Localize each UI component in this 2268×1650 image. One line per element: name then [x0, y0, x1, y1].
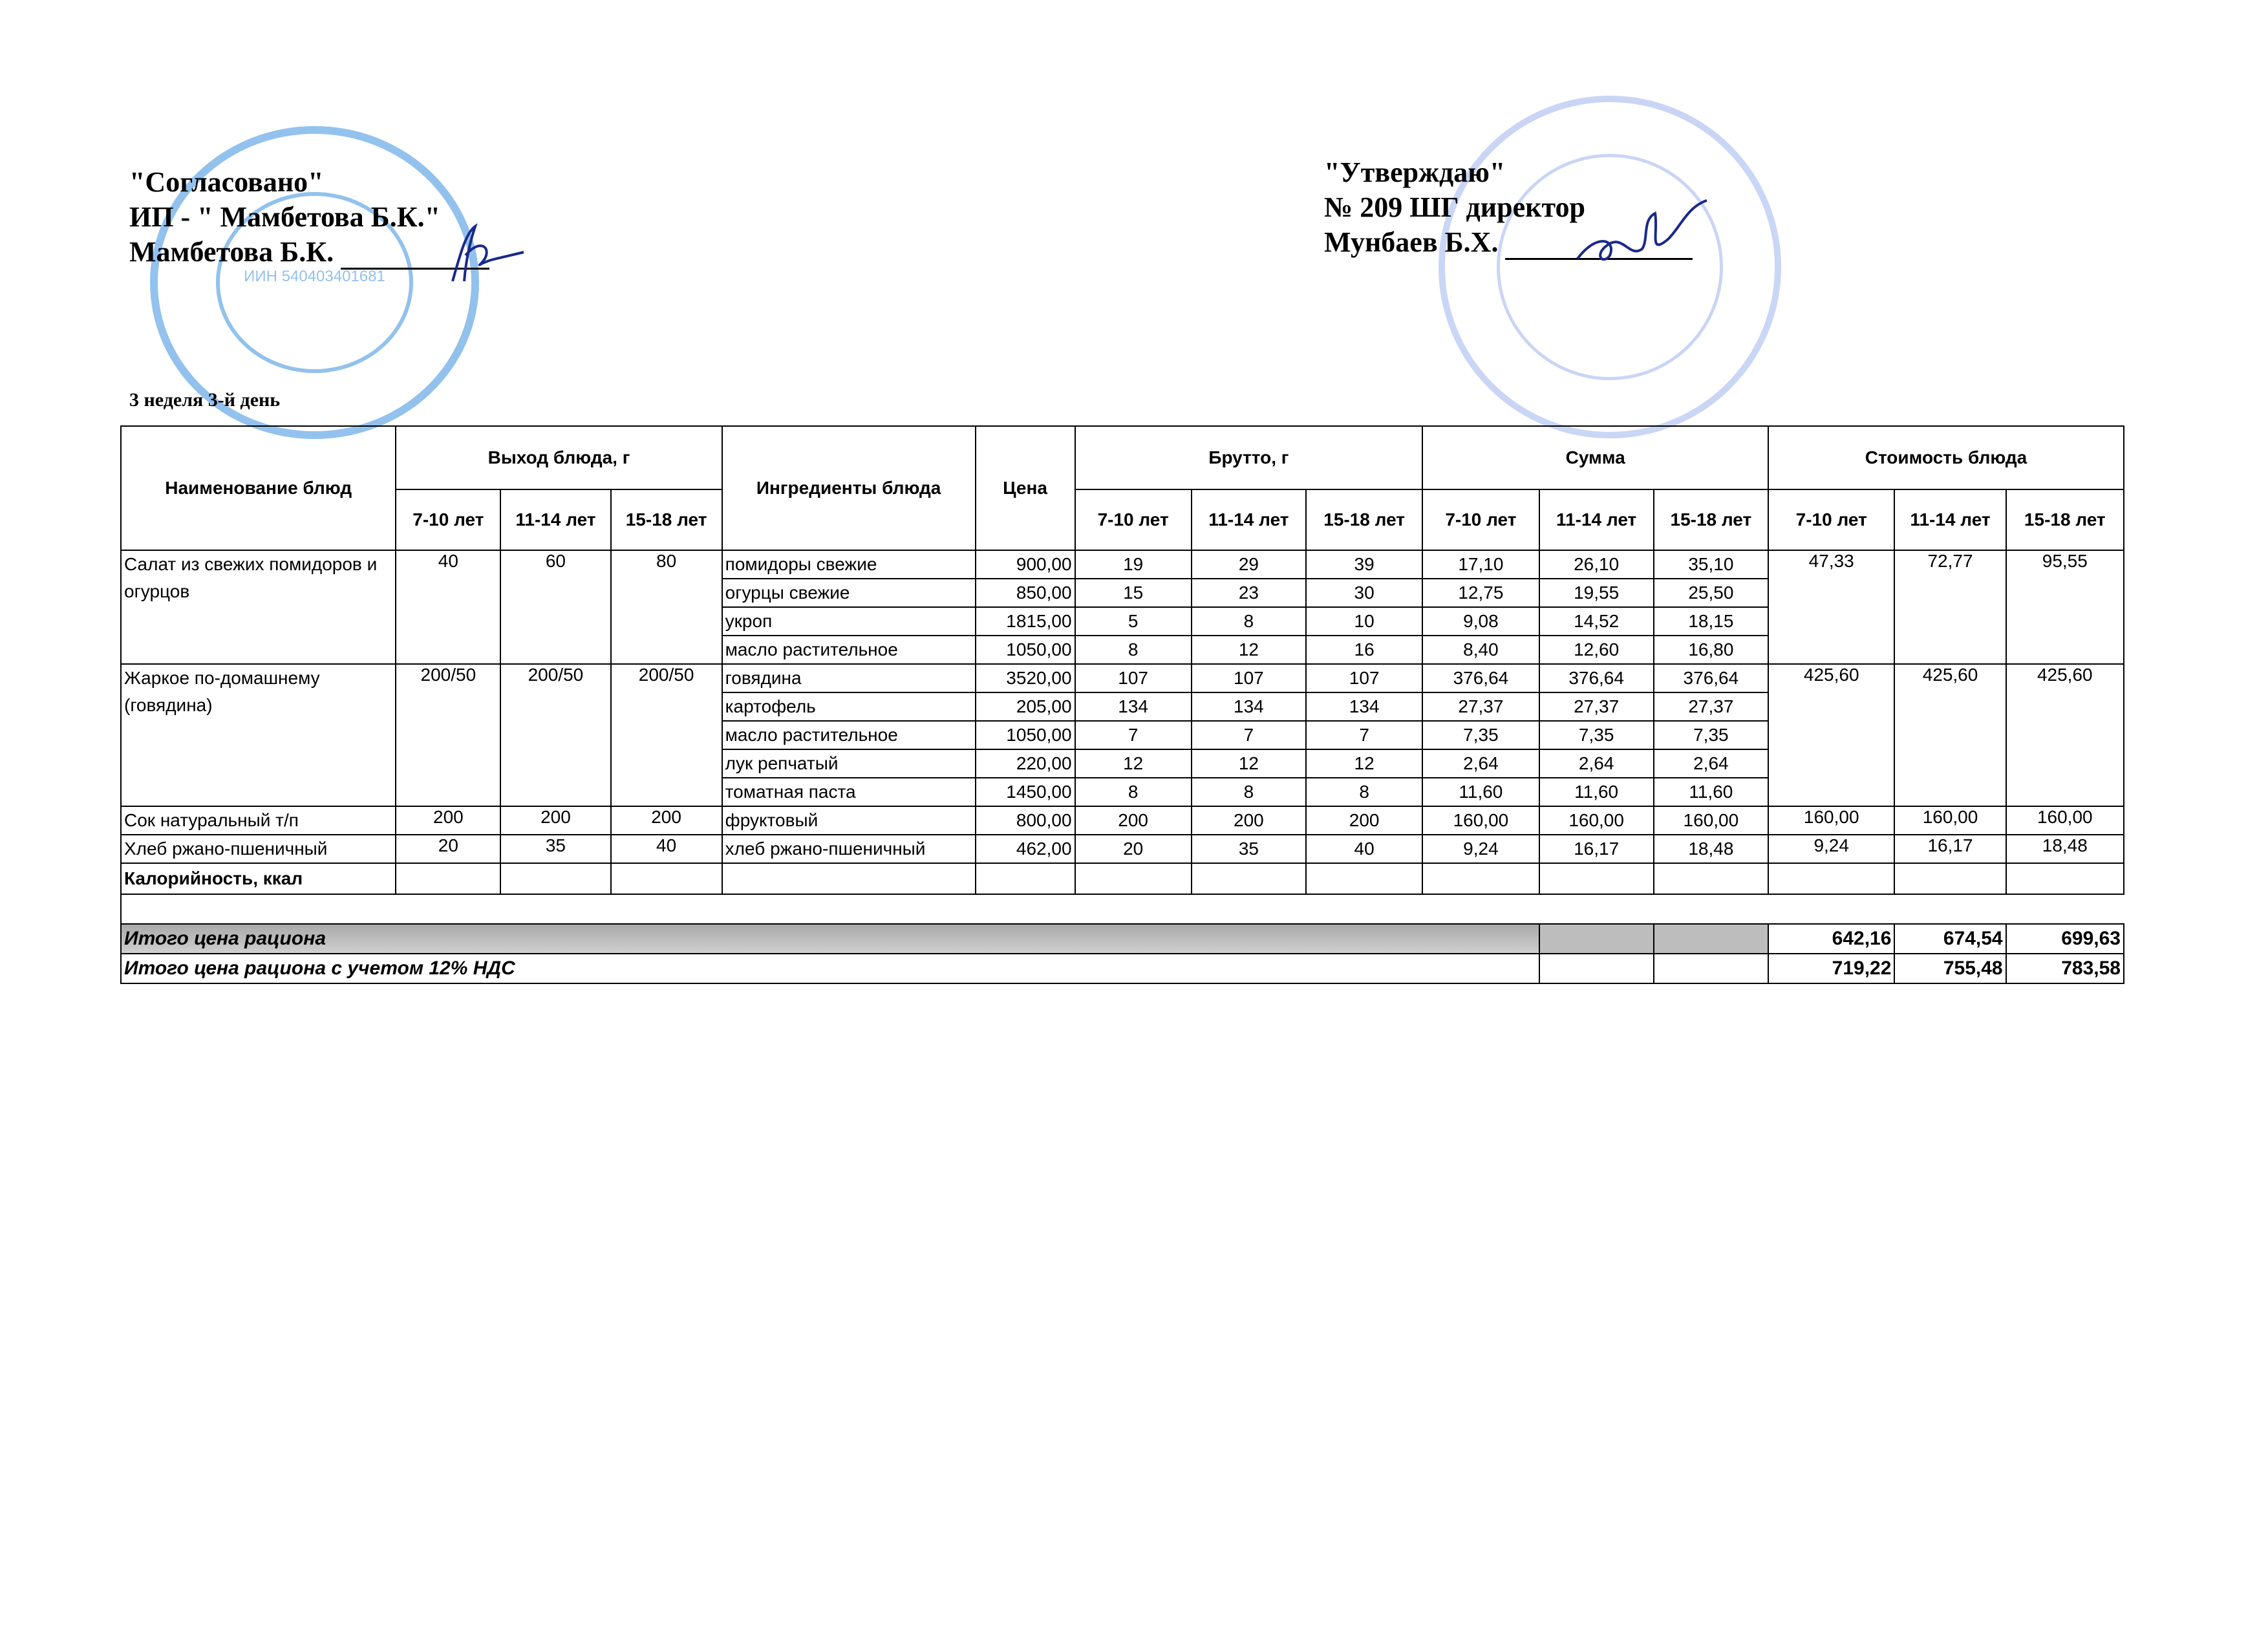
- dish-yield: 200: [500, 806, 610, 835]
- dish-cost: 47,33: [1768, 550, 1894, 664]
- ingredient-sum: 16,17: [1539, 835, 1654, 863]
- approval-left-line3: Мамбетова Б.К.: [129, 236, 334, 268]
- ingredient-sum: 2,64: [1422, 749, 1539, 778]
- total-value: 755,48: [1894, 954, 2006, 983]
- dish-yield: 200: [396, 806, 500, 835]
- signature-left: [440, 220, 530, 291]
- ingredient-gross: 20: [1075, 835, 1192, 863]
- empty-cell: [722, 863, 976, 894]
- ingredient-gross: 107: [1192, 664, 1306, 692]
- header-age: 15-18 лет: [1654, 489, 1768, 550]
- empty-cell: [1654, 954, 1768, 983]
- header-age: 7-10 лет: [1422, 489, 1539, 550]
- ingredient-sum: 14,52: [1539, 607, 1654, 636]
- ingredient-sum: 11,60: [1539, 778, 1654, 806]
- ingredient-gross: 200: [1075, 806, 1192, 835]
- ingredient-sum: 11,60: [1654, 778, 1768, 806]
- dish-name: Сок натуральный т/п: [121, 806, 396, 835]
- ingredient-gross: 30: [1306, 579, 1422, 607]
- dish-yield: 35: [500, 835, 610, 863]
- ingredient-gross: 8: [1075, 636, 1192, 664]
- ingredient-sum: 18,48: [1654, 835, 1768, 863]
- dish-yield: 200/50: [396, 664, 500, 806]
- ingredient-gross: 15: [1075, 579, 1192, 607]
- ingredient-gross: 8: [1306, 778, 1422, 806]
- ingredient-sum: 160,00: [1539, 806, 1654, 835]
- ingredient-gross: 134: [1192, 692, 1306, 721]
- ingredient-gross: 8: [1192, 778, 1306, 806]
- total-value: 719,22: [1768, 954, 1894, 983]
- total-value: 783,58: [2006, 954, 2124, 983]
- dish-name: Салат из свежих помидоров и огурцов: [121, 550, 396, 664]
- ingredient-sum: 7,35: [1539, 721, 1654, 749]
- ingredient-name: фруктовый: [722, 806, 976, 835]
- ingredient-name: хлеб ржано-пшеничный: [722, 835, 976, 863]
- ingredient-sum: 376,64: [1654, 664, 1768, 692]
- total-label: Итого цена рациона с учетом 12% НДС: [121, 954, 1539, 983]
- spacer-row: [121, 894, 2124, 924]
- empty-cell: [1768, 863, 1894, 894]
- total-value: 699,63: [2006, 924, 2124, 954]
- ingredient-sum: 25,50: [1654, 579, 1768, 607]
- dish-yield: 200: [611, 806, 722, 835]
- header-age: 15-18 лет: [1306, 489, 1422, 550]
- ingredient-sum: 7,35: [1422, 721, 1539, 749]
- ingredient-gross: 7: [1306, 721, 1422, 749]
- empty-cell: [1192, 863, 1306, 894]
- ingredient-price: 1815,00: [976, 607, 1075, 636]
- ingredient-sum: 9,08: [1422, 607, 1539, 636]
- ingredient-sum: 376,64: [1539, 664, 1654, 692]
- empty-cell: [976, 863, 1075, 894]
- header-sum: Сумма: [1422, 426, 1768, 489]
- dish-cost: 72,77: [1894, 550, 2006, 664]
- approval-right-line3: Мунбаев Б.Х.: [1324, 226, 1499, 258]
- total-row: [121, 924, 2124, 954]
- ingredient-price: 900,00: [976, 550, 1075, 579]
- ingredient-price: 462,00: [976, 835, 1075, 863]
- ingredient-name: помидоры свежие: [722, 550, 976, 579]
- header-price: Цена: [976, 426, 1075, 550]
- header-ingredients: Ингредиенты блюда: [722, 426, 976, 550]
- ingredient-price: 3520,00: [976, 664, 1075, 692]
- header-age: 11-14 лет: [1192, 489, 1306, 550]
- header-gross: Брутто, г: [1075, 426, 1423, 489]
- ingredient-sum: 2,64: [1654, 749, 1768, 778]
- ingredient-gross: 12: [1075, 749, 1192, 778]
- ingredient-gross: 12: [1306, 749, 1422, 778]
- ingredient-sum: 12,75: [1422, 579, 1539, 607]
- header-dish: Наименование блюд: [121, 426, 396, 550]
- ingredient-gross: 5: [1075, 607, 1192, 636]
- empty-cell: [1075, 863, 1192, 894]
- approval-block-left: [129, 165, 489, 270]
- ingredient-gross: 107: [1306, 664, 1422, 692]
- ingredient-sum: 2,64: [1539, 749, 1654, 778]
- ingredient-name: укроп: [722, 607, 976, 636]
- header-age: 15-18 лет: [2006, 489, 2124, 550]
- ingredient-gross: 40: [1306, 835, 1422, 863]
- ingredient-gross: 134: [1075, 692, 1192, 721]
- ingredient-name: масло растительное: [722, 721, 976, 749]
- ingredient-sum: 19,55: [1539, 579, 1654, 607]
- empty-cell: [2006, 863, 2124, 894]
- dish-cost: 425,60: [2006, 664, 2124, 806]
- header-age: 11-14 лет: [500, 489, 610, 550]
- dish-cost: 16,17: [1894, 835, 2006, 863]
- dish-yield: 20: [396, 835, 500, 863]
- ingredient-sum: 18,15: [1654, 607, 1768, 636]
- ingredient-gross: 39: [1306, 550, 1422, 579]
- calories-row: [121, 863, 2124, 894]
- dish-yield: 80: [611, 550, 722, 664]
- header-age: 15-18 лет: [611, 489, 722, 550]
- ingredient-sum: 27,37: [1539, 692, 1654, 721]
- approval-left-line2: ИП - " Мамбетова Б.К.": [129, 201, 441, 233]
- ingredient-sum: 16,80: [1654, 636, 1768, 664]
- dish-yield: 200/50: [611, 664, 722, 806]
- dish-name: Хлеб ржано-пшеничный: [121, 835, 396, 863]
- ingredient-sum: 26,10: [1539, 550, 1654, 579]
- dish-yield: 40: [611, 835, 722, 863]
- ingredient-name: томатная паста: [722, 778, 976, 806]
- calories-label: Калорийность, ккал: [121, 863, 396, 894]
- header-age: 7-10 лет: [1768, 489, 1894, 550]
- empty-cell: [1539, 954, 1654, 983]
- ingredient-gross: 10: [1306, 607, 1422, 636]
- ingredient-price: 205,00: [976, 692, 1075, 721]
- ingredient-name: картофель: [722, 692, 976, 721]
- ingredient-price: 850,00: [976, 579, 1075, 607]
- dish-cost: 425,60: [1768, 664, 1894, 806]
- ingredient-gross: 134: [1306, 692, 1422, 721]
- week-day-label: 3 неделя 3-й день: [129, 389, 281, 411]
- ingredient-sum: 12,60: [1539, 636, 1654, 664]
- approval-left-line1: "Согласовано": [129, 166, 324, 198]
- header-age: 7-10 лет: [396, 489, 500, 550]
- ingredient-sum: 11,60: [1422, 778, 1539, 806]
- ingredient-sum: 27,37: [1422, 692, 1539, 721]
- ingredient-gross: 16: [1306, 636, 1422, 664]
- ingredient-gross: 8: [1075, 778, 1192, 806]
- empty-cell: [1539, 924, 1654, 954]
- total-value: 642,16: [1768, 924, 1894, 954]
- header-cost: Стоимость блюда: [1768, 426, 2124, 489]
- empty-cell: [611, 863, 722, 894]
- empty-cell: [1422, 863, 1539, 894]
- ingredient-gross: 7: [1192, 721, 1306, 749]
- stamp-left-text: ИИН 540403401681: [244, 268, 385, 285]
- dish-cost: 160,00: [2006, 806, 2124, 835]
- ingredient-sum: 27,37: [1654, 692, 1768, 721]
- ingredient-gross: 12: [1192, 749, 1306, 778]
- ingredient-gross: 29: [1192, 550, 1306, 579]
- dish-cost: 95,55: [2006, 550, 2124, 664]
- dish-yield: 60: [500, 550, 610, 664]
- empty-cell: [1894, 863, 2006, 894]
- ingredient-name: масло растительное: [722, 636, 976, 664]
- approval-right-line2: № 209 ШГ директор: [1324, 191, 1585, 223]
- ingredient-gross: 8: [1192, 607, 1306, 636]
- dish-cost: 160,00: [1768, 806, 1894, 835]
- ingredient-sum: 160,00: [1654, 806, 1768, 835]
- ingredient-gross: 12: [1192, 636, 1306, 664]
- total-value: 674,54: [1894, 924, 2006, 954]
- ingredient-sum: 8,40: [1422, 636, 1539, 664]
- empty-cell: [1654, 863, 1768, 894]
- header-age: 7-10 лет: [1075, 489, 1192, 550]
- ingredient-gross: 107: [1075, 664, 1192, 692]
- header-age: 11-14 лет: [1539, 489, 1654, 550]
- header-age: 11-14 лет: [1894, 489, 2006, 550]
- ingredient-price: 800,00: [976, 806, 1075, 835]
- ingredient-gross: 23: [1192, 579, 1306, 607]
- table-row: [121, 550, 2124, 579]
- ingredient-gross: 200: [1192, 806, 1306, 835]
- ingredient-name: лук репчатый: [722, 749, 976, 778]
- ingredient-gross: 7: [1075, 721, 1192, 749]
- ingredient-sum: 9,24: [1422, 835, 1539, 863]
- ingredient-price: 1050,00: [976, 721, 1075, 749]
- empty-cell: [1539, 863, 1654, 894]
- total-row: [121, 954, 2124, 983]
- empty-cell: [396, 863, 500, 894]
- ingredient-name: говядина: [722, 664, 976, 692]
- total-label: Итого цена рациона: [121, 924, 1539, 954]
- dish-cost: 18,48: [2006, 835, 2124, 863]
- ingredient-sum: 35,10: [1654, 550, 1768, 579]
- signature-right: [1571, 194, 1713, 272]
- table-row: [121, 664, 2124, 692]
- dish-cost: 425,60: [1894, 664, 2006, 806]
- ingredient-price: 220,00: [976, 749, 1075, 778]
- spacer-cell: [121, 894, 2124, 924]
- menu-table-body: [121, 550, 2124, 983]
- ingredient-sum: 376,64: [1422, 664, 1539, 692]
- ingredient-gross: 19: [1075, 550, 1192, 579]
- ingredient-gross: 35: [1192, 835, 1306, 863]
- ingredient-sum: 17,10: [1422, 550, 1539, 579]
- ingredient-name: огурцы свежие: [722, 579, 976, 607]
- dish-yield: 40: [396, 550, 500, 664]
- dish-cost: 9,24: [1768, 835, 1894, 863]
- empty-cell: [500, 863, 610, 894]
- approval-right-line1: "Утверждаю": [1324, 156, 1506, 188]
- dish-yield: 200/50: [500, 664, 610, 806]
- table-row: [121, 835, 2124, 863]
- ingredient-price: 1450,00: [976, 778, 1075, 806]
- empty-cell: [1654, 924, 1768, 954]
- ingredient-sum: 160,00: [1422, 806, 1539, 835]
- header-yield: Выход блюда, г: [396, 426, 722, 489]
- menu-table: [120, 425, 2124, 984]
- ingredient-price: 1050,00: [976, 636, 1075, 664]
- dish-name: Жаркое по-домашнему (говядина): [121, 664, 396, 806]
- dish-cost: 160,00: [1894, 806, 2006, 835]
- ingredient-sum: 7,35: [1654, 721, 1768, 749]
- empty-cell: [1306, 863, 1422, 894]
- table-row: [121, 806, 2124, 835]
- ingredient-gross: 200: [1306, 806, 1422, 835]
